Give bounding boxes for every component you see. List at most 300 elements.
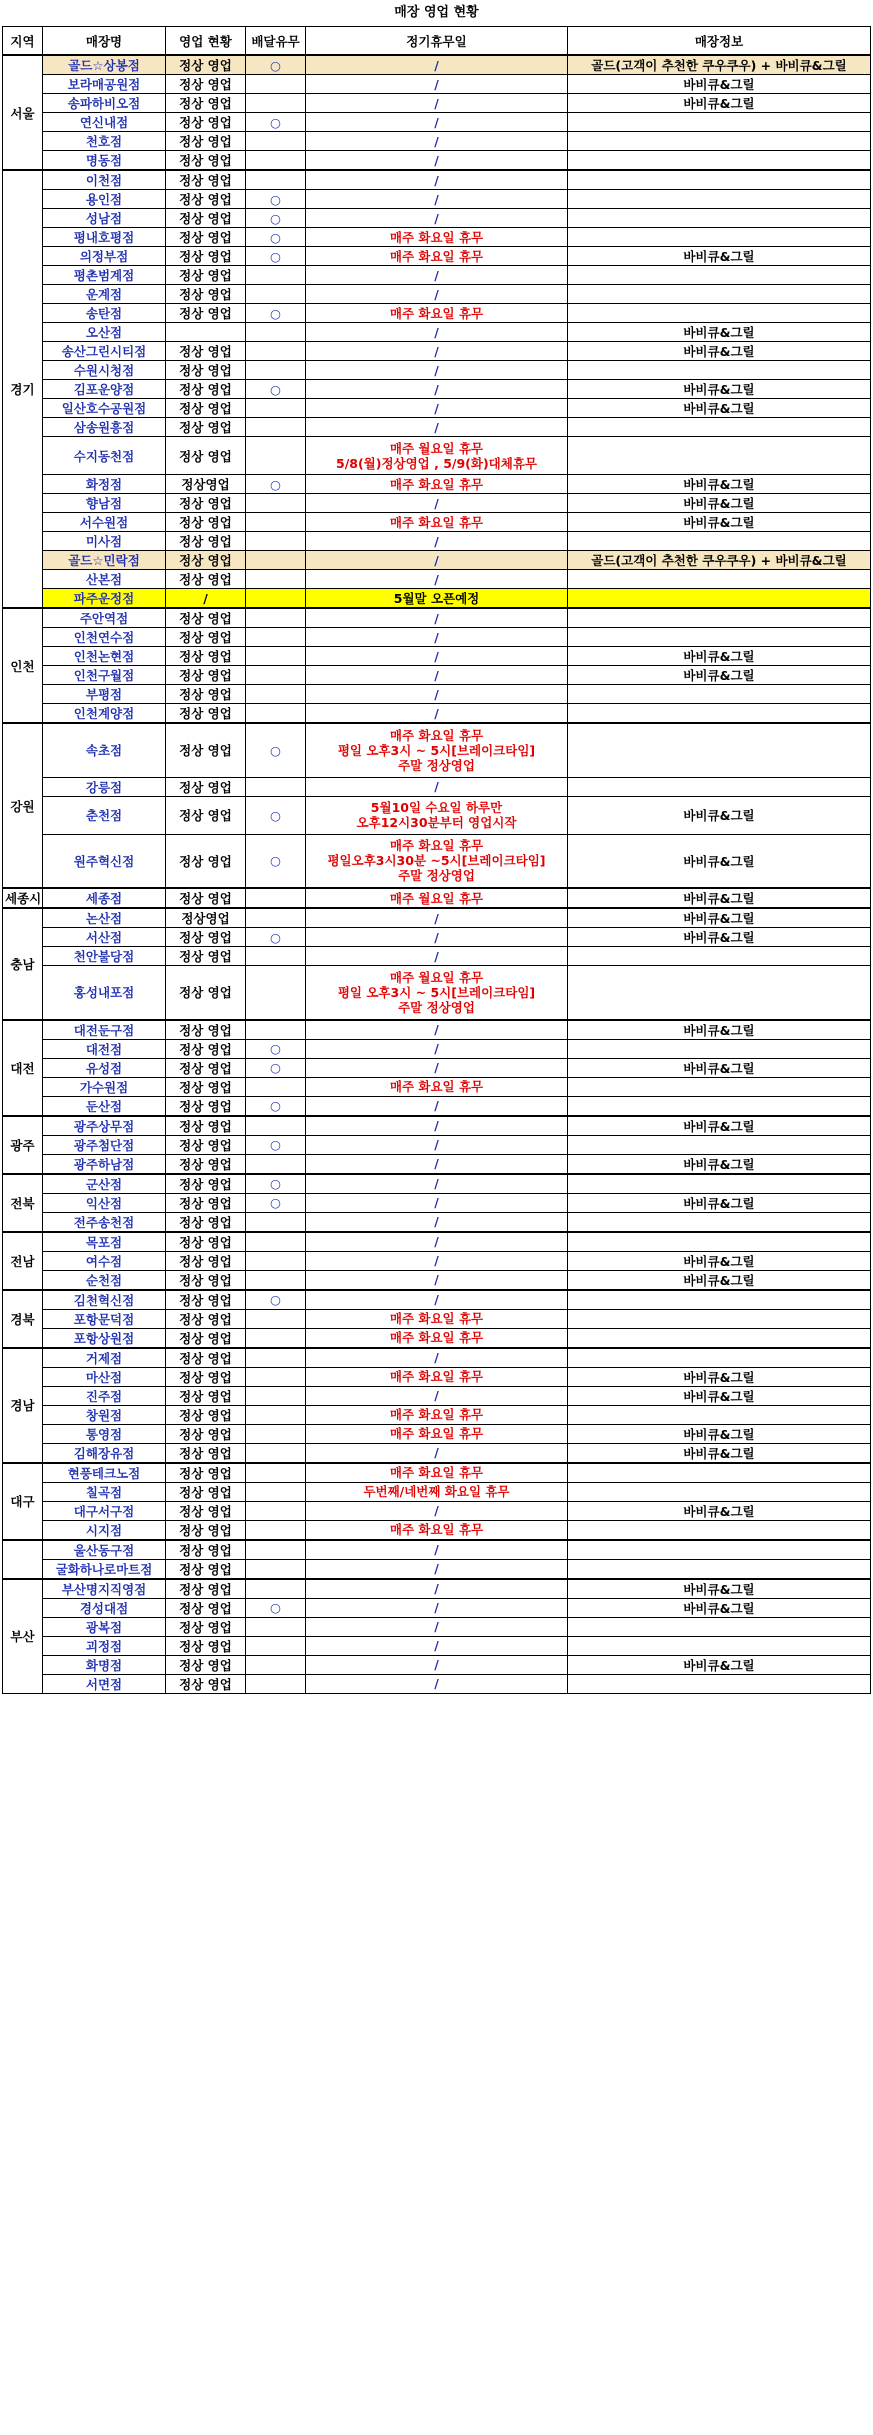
holiday-line: / <box>434 133 439 149</box>
delivery-mark <box>246 666 306 685</box>
store-info: 바비큐&그릴 <box>568 494 871 513</box>
store-status: 정상 영업 <box>166 608 246 628</box>
delivery-mark <box>246 1655 306 1674</box>
delivery-mark: ○ <box>246 1174 306 1194</box>
table-row <box>3 796 871 834</box>
holiday-cell <box>306 908 568 928</box>
holiday-cell <box>306 608 568 628</box>
store-name: 포항문덕점 <box>43 1309 166 1328</box>
store-name: 김천혁신점 <box>43 1290 166 1310</box>
delivery-mark <box>246 1424 306 1443</box>
store-info <box>568 1174 871 1194</box>
store-info <box>568 418 871 437</box>
store-info: 바비큐&그릴 <box>568 1655 871 1674</box>
table-row <box>3 190 871 209</box>
table-row <box>3 888 871 908</box>
table-row <box>3 1154 871 1174</box>
table-row <box>3 723 871 777</box>
store-info: 바비큐&그릴 <box>568 1193 871 1212</box>
table-row <box>3 1674 871 1693</box>
store-info <box>568 361 871 380</box>
header-holiday: 정기휴무일 <box>306 27 568 56</box>
holiday-cell <box>306 323 568 342</box>
store-info: 바비큐&그릴 <box>568 380 871 399</box>
region-cell: 광주 <box>3 1116 43 1174</box>
store-name: 인천구월점 <box>43 666 166 685</box>
holiday-line: / <box>434 1022 439 1037</box>
holiday-cell <box>306 685 568 704</box>
holiday-cell <box>306 647 568 666</box>
store-info: 바비큐&그릴 <box>568 1367 871 1386</box>
store-info <box>568 685 871 704</box>
holiday-line: / <box>434 1542 439 1557</box>
delivery-mark <box>246 418 306 437</box>
store-info: 바비큐&그릴 <box>568 94 871 113</box>
holiday-cell <box>306 380 568 399</box>
delivery-mark <box>246 285 306 304</box>
holiday-line: 매주 화요일 휴무 <box>389 248 484 264</box>
store-name: 광복점 <box>43 1617 166 1636</box>
holiday-line: / <box>434 1060 439 1075</box>
store-info: 바비큐&그릴 <box>568 1386 871 1405</box>
delivery-mark <box>246 513 306 532</box>
store-status: 정상 영업 <box>166 399 246 418</box>
store-status: 정상 영업 <box>166 1520 246 1540</box>
delivery-mark: ○ <box>246 723 306 777</box>
holiday-line: / <box>434 533 439 549</box>
holiday-line: / <box>434 1214 439 1229</box>
holiday-cell <box>306 1154 568 1174</box>
delivery-mark: ○ <box>246 928 306 947</box>
region-cell: 부산 <box>3 1579 43 1694</box>
holiday-line: / <box>434 686 439 702</box>
store-info <box>568 723 871 777</box>
store-name: 천호점 <box>43 132 166 151</box>
table-row <box>3 513 871 532</box>
delivery-mark <box>246 966 306 1020</box>
store-name: 창원점 <box>43 1405 166 1424</box>
holiday-cell <box>306 1636 568 1655</box>
store-name: 가수원점 <box>43 1077 166 1096</box>
store-info <box>568 228 871 247</box>
table-row <box>3 266 871 285</box>
store-info <box>568 285 871 304</box>
holiday-line: 매주 화요일 휴무 <box>389 476 484 492</box>
store-info <box>568 947 871 966</box>
holiday-line: / <box>434 57 439 73</box>
holiday-line: 주말 정상영업 <box>398 757 475 773</box>
store-status: 정상 영업 <box>166 888 246 908</box>
table-row <box>3 532 871 551</box>
table-row <box>3 666 871 685</box>
delivery-mark <box>246 570 306 589</box>
store-name: 주안역점 <box>43 608 166 628</box>
holiday-line: 5월10일 수요일 하루만 <box>370 800 503 815</box>
store-status: 정상 영업 <box>166 723 246 777</box>
holiday-cell <box>306 1290 568 1310</box>
region-cell: 인천 <box>3 608 43 723</box>
holiday-cell <box>306 1579 568 1599</box>
holiday-line: / <box>434 1234 439 1249</box>
store-name: 명동점 <box>43 151 166 171</box>
store-name: 경성대점 <box>43 1598 166 1617</box>
store-status: 정상 영업 <box>166 132 246 151</box>
holiday-line: / <box>434 400 439 416</box>
holiday-cell <box>306 1367 568 1386</box>
delivery-mark: ○ <box>246 1096 306 1116</box>
store-info: 바비큐&그릴 <box>568 513 871 532</box>
holiday-cell <box>306 475 568 494</box>
holiday-cell <box>306 947 568 966</box>
holiday-line: / <box>434 610 439 626</box>
delivery-mark <box>246 437 306 475</box>
delivery-mark <box>246 494 306 513</box>
holiday-line: / <box>434 1176 439 1191</box>
holiday-line: 평일오후3시30분 ~5시[브레이크타임] <box>327 853 546 869</box>
store-info: 바비큐&그릴 <box>568 666 871 685</box>
store-name: 괴정점 <box>43 1636 166 1655</box>
store-status: 정상 영업 <box>166 551 246 570</box>
store-status <box>166 323 246 342</box>
store-info: 바비큐&그릴 <box>568 247 871 266</box>
store-status: 정상 영업 <box>166 55 246 75</box>
store-status: 정상 영업 <box>166 928 246 947</box>
store-status: 정상 영업 <box>166 1617 246 1636</box>
holiday-cell <box>306 399 568 418</box>
table-row <box>3 1116 871 1136</box>
store-status: 정상 영업 <box>166 151 246 171</box>
holiday-cell <box>306 1424 568 1443</box>
table-row <box>3 132 871 151</box>
holiday-cell <box>306 1617 568 1636</box>
holiday-cell <box>306 1270 568 1290</box>
delivery-mark <box>246 589 306 609</box>
holiday-cell <box>306 1540 568 1560</box>
store-info: 바비큐&그릴 <box>568 1579 871 1599</box>
table-row <box>3 928 871 947</box>
store-info <box>568 628 871 647</box>
holiday-line: / <box>434 1445 439 1460</box>
store-name: 인천계양점 <box>43 704 166 724</box>
store-status: 정상 영업 <box>166 1154 246 1174</box>
table-row <box>3 342 871 361</box>
holiday-line: / <box>434 1156 439 1171</box>
store-info: 바비큐&그릴 <box>568 1501 871 1520</box>
region-cell: 경남 <box>3 1348 43 1463</box>
store-status: 정상 영업 <box>166 1116 246 1136</box>
holiday-line: 평일 오후3시 ~ 5시[브레이크타임] <box>337 742 536 758</box>
holiday-cell <box>306 1482 568 1501</box>
table-row <box>3 1482 871 1501</box>
holiday-line: / <box>434 1600 439 1615</box>
store-name: 파주운정점 <box>43 589 166 609</box>
delivery-mark <box>246 1501 306 1520</box>
store-info <box>568 304 871 323</box>
holiday-cell <box>306 704 568 724</box>
table-row <box>3 55 871 75</box>
holiday-cell <box>306 494 568 513</box>
delivery-mark <box>246 342 306 361</box>
delivery-mark <box>246 947 306 966</box>
delivery-mark: ○ <box>246 380 306 399</box>
store-info <box>568 589 871 609</box>
holiday-cell <box>306 796 568 834</box>
store-name: 군산점 <box>43 1174 166 1194</box>
store-status: 정상 영업 <box>166 1290 246 1310</box>
holiday-line: / <box>434 779 439 794</box>
store-name: 화정점 <box>43 475 166 494</box>
holiday-cell <box>306 190 568 209</box>
delivery-mark <box>246 1212 306 1232</box>
holiday-line: / <box>434 1503 439 1518</box>
table-row <box>3 1039 871 1058</box>
store-name: 거제점 <box>43 1348 166 1368</box>
delivery-mark <box>246 1579 306 1599</box>
store-name: 이천점 <box>43 170 166 190</box>
table-row <box>3 1405 871 1424</box>
holiday-cell <box>306 1096 568 1116</box>
holiday-cell <box>306 1443 568 1463</box>
holiday-line: / <box>434 1253 439 1268</box>
store-name: 오산점 <box>43 323 166 342</box>
holiday-line: 매주 화요일 휴무 <box>389 1369 484 1384</box>
store-status: / <box>166 589 246 609</box>
store-info: 바비큐&그릴 <box>568 908 871 928</box>
holiday-line: 매주 화요일 휴무 <box>389 1311 484 1326</box>
holiday-line: 매주 월요일 휴무 <box>389 440 484 456</box>
holiday-cell <box>306 966 568 1020</box>
delivery-mark: ○ <box>246 247 306 266</box>
store-status: 정상 영업 <box>166 1212 246 1232</box>
store-name: 대구서구점 <box>43 1501 166 1520</box>
store-status: 정상영업 <box>166 475 246 494</box>
delivery-mark <box>246 1251 306 1270</box>
store-status: 정상 영업 <box>166 304 246 323</box>
holiday-cell <box>306 1077 568 1096</box>
delivery-mark: ○ <box>246 304 306 323</box>
store-name: 향남점 <box>43 494 166 513</box>
holiday-cell <box>306 266 568 285</box>
store-status: 정상 영업 <box>166 1193 246 1212</box>
store-info: 바비큐&그릴 <box>568 1424 871 1443</box>
store-name: 인천논현점 <box>43 647 166 666</box>
holiday-cell <box>306 1559 568 1579</box>
store-name: 용인점 <box>43 190 166 209</box>
delivery-mark <box>246 361 306 380</box>
store-info <box>568 170 871 190</box>
table-row <box>3 285 871 304</box>
store-info: 바비큐&그릴 <box>568 796 871 834</box>
store-info: 바비큐&그릴 <box>568 1270 871 1290</box>
holiday-line: 매주 월요일 휴무 <box>389 890 484 906</box>
table-row <box>3 966 871 1020</box>
region-cell: 대구 <box>3 1463 43 1540</box>
store-name: 부산명지직영점 <box>43 1579 166 1599</box>
delivery-mark: ○ <box>246 209 306 228</box>
store-info <box>568 1096 871 1116</box>
delivery-mark <box>246 323 306 342</box>
delivery-mark <box>246 1540 306 1560</box>
table-row <box>3 1501 871 1520</box>
table-row <box>3 947 871 966</box>
holiday-line: / <box>434 1561 439 1576</box>
store-name: 보라매공원점 <box>43 75 166 94</box>
holiday-cell <box>306 1501 568 1520</box>
store-info <box>568 1309 871 1328</box>
table-row <box>3 1655 871 1674</box>
table-row <box>3 323 871 342</box>
store-status: 정상 영업 <box>166 834 246 888</box>
header-region: 지역 <box>3 27 43 56</box>
store-info <box>568 132 871 151</box>
holiday-cell <box>306 1193 568 1212</box>
table-row <box>3 1290 871 1310</box>
store-status: 정상 영업 <box>166 418 246 437</box>
table-row <box>3 1077 871 1096</box>
store-status: 정상 영업 <box>166 266 246 285</box>
store-status: 정상 영업 <box>166 1309 246 1328</box>
holiday-line: 두번째/네번째 화요일 휴무 <box>363 1484 510 1499</box>
store-status: 정상 영업 <box>166 1540 246 1560</box>
holiday-line: 주말 정상영업 <box>398 868 475 884</box>
store-status: 정상 영업 <box>166 1386 246 1405</box>
holiday-line: 매주 화요일 휴무 <box>389 1079 484 1094</box>
store-name: 미사점 <box>43 532 166 551</box>
table-row <box>3 1540 871 1560</box>
holiday-line: / <box>434 114 439 130</box>
store-name: 홍성내포점 <box>43 966 166 1020</box>
store-status: 정상 영업 <box>166 1232 246 1252</box>
store-info <box>568 1559 871 1579</box>
store-info <box>568 777 871 796</box>
delivery-mark <box>246 1348 306 1368</box>
store-info: 바비큐&그릴 <box>568 342 871 361</box>
holiday-line: / <box>434 1041 439 1056</box>
store-info <box>568 1482 871 1501</box>
store-name: 둔산점 <box>43 1096 166 1116</box>
holiday-line: / <box>434 76 439 92</box>
table-row <box>3 1367 871 1386</box>
holiday-cell <box>306 437 568 475</box>
holiday-cell <box>306 1135 568 1154</box>
store-info: 바비큐&그릴 <box>568 888 871 908</box>
table-row <box>3 380 871 399</box>
store-status: 정상 영업 <box>166 704 246 724</box>
region-cell: 경북 <box>3 1290 43 1348</box>
store-status: 정상 영업 <box>166 1424 246 1443</box>
holiday-cell <box>306 570 568 589</box>
holiday-line: / <box>434 1581 439 1596</box>
store-status: 정상 영업 <box>166 1405 246 1424</box>
delivery-mark <box>246 1367 306 1386</box>
delivery-mark: ○ <box>246 55 306 75</box>
delivery-mark <box>246 628 306 647</box>
store-info <box>568 1348 871 1368</box>
holiday-line: 매주 화요일 휴무 <box>389 1465 484 1480</box>
store-status: 정상 영업 <box>166 1367 246 1386</box>
holiday-line: / <box>434 1676 439 1691</box>
delivery-mark <box>246 685 306 704</box>
holiday-cell <box>306 1386 568 1405</box>
region-cell: 전북 <box>3 1174 43 1232</box>
holiday-cell <box>306 342 568 361</box>
holiday-cell <box>306 1674 568 1693</box>
table-row <box>3 75 871 94</box>
store-name: 수원시청점 <box>43 361 166 380</box>
holiday-line: 매주 월요일 휴무 <box>389 969 484 985</box>
store-status: 정상 영업 <box>166 1270 246 1290</box>
table-row <box>3 608 871 628</box>
store-name: 춘천점 <box>43 796 166 834</box>
holiday-cell <box>306 723 568 777</box>
store-status: 정상 영업 <box>166 190 246 209</box>
store-info <box>568 209 871 228</box>
store-info <box>568 437 871 475</box>
table-row <box>3 475 871 494</box>
delivery-mark <box>246 1559 306 1579</box>
store-name: 운계점 <box>43 285 166 304</box>
header-status: 영업 현황 <box>166 27 246 56</box>
holiday-cell <box>306 1309 568 1328</box>
holiday-cell <box>306 628 568 647</box>
store-name: 현풍테크노점 <box>43 1463 166 1483</box>
holiday-line: / <box>434 648 439 664</box>
store-name: 골드☆상봉점 <box>43 55 166 75</box>
store-status: 정상 영업 <box>166 247 246 266</box>
table-row <box>3 1598 871 1617</box>
holiday-cell <box>306 1598 568 1617</box>
store-status: 정상 영업 <box>166 342 246 361</box>
delivery-mark <box>246 1116 306 1136</box>
delivery-mark: ○ <box>246 475 306 494</box>
store-info <box>568 1232 871 1252</box>
holiday-line: / <box>434 152 439 168</box>
holiday-cell <box>306 1655 568 1674</box>
delivery-mark <box>246 170 306 190</box>
store-name: 논산점 <box>43 908 166 928</box>
store-info: 바비큐&그릴 <box>568 475 871 494</box>
holiday-line: 매주 화요일 휴무 <box>389 305 484 321</box>
store-info: 바비큐&그릴 <box>568 75 871 94</box>
store-status: 정상 영업 <box>166 170 246 190</box>
header-delivery: 배달유무 <box>246 27 306 56</box>
holiday-line: / <box>434 362 439 378</box>
table-row <box>3 1270 871 1290</box>
holiday-line: / <box>434 343 439 359</box>
store-name: 시지점 <box>43 1520 166 1540</box>
store-info: 바비큐&그릴 <box>568 399 871 418</box>
table-row <box>3 304 871 323</box>
store-status: 정상 영업 <box>166 1655 246 1674</box>
holiday-cell <box>306 75 568 94</box>
holiday-line: / <box>434 910 439 926</box>
holiday-line: 매주 화요일 휴무 <box>389 838 484 854</box>
table-row <box>3 551 871 570</box>
store-info <box>568 1212 871 1232</box>
table-row <box>3 1058 871 1077</box>
holiday-cell <box>306 1058 568 1077</box>
table-row <box>3 777 871 796</box>
delivery-mark <box>246 1463 306 1483</box>
store-name: 수지동천점 <box>43 437 166 475</box>
holiday-line: / <box>434 419 439 435</box>
delivery-mark <box>246 1077 306 1096</box>
delivery-mark <box>246 888 306 908</box>
store-name: 의정부점 <box>43 247 166 266</box>
holiday-line: 오후12시30분부터 영업시작 <box>356 815 517 830</box>
delivery-mark <box>246 1405 306 1424</box>
store-name: 광주첨단점 <box>43 1135 166 1154</box>
